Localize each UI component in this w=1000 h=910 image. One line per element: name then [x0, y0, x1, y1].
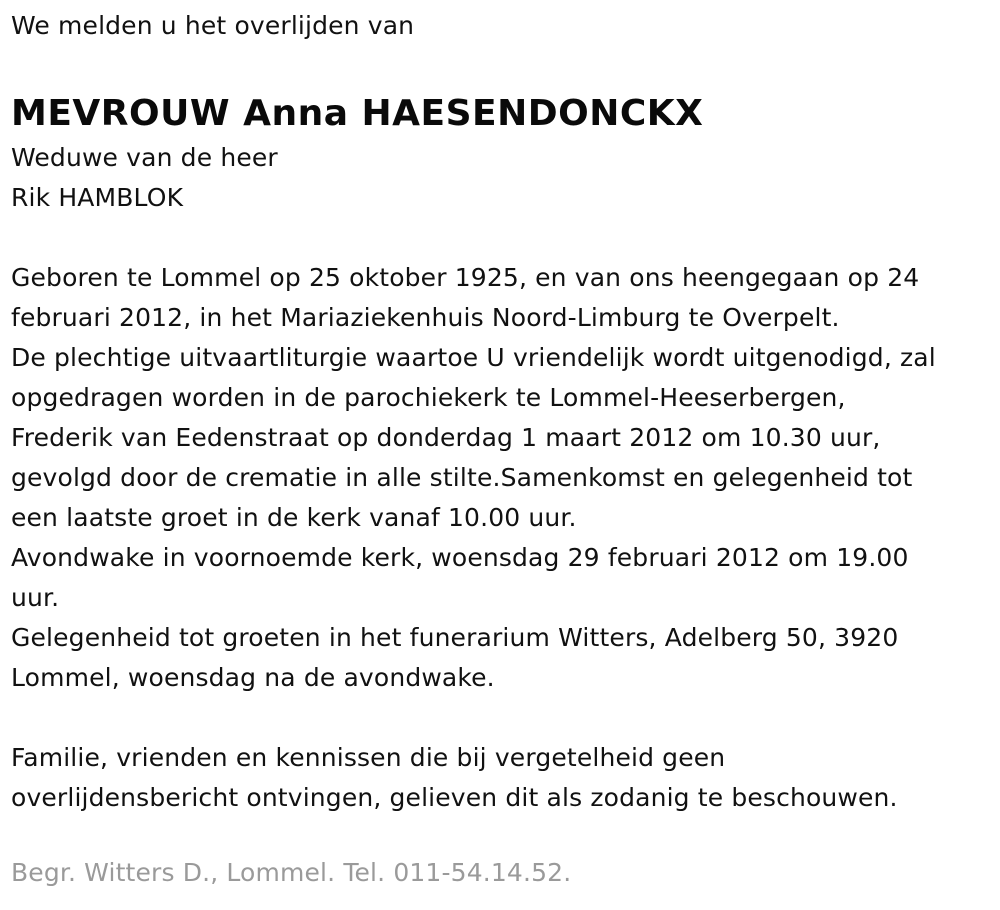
- funeral-director-footer: Begr. Witters D., Lommel. Tel. 011-54.14.52.: [11, 858, 572, 887]
- spacer: [11, 218, 996, 258]
- intro-text: We melden u het overlijden van: [11, 11, 415, 40]
- body-line: uur.: [11, 583, 60, 612]
- death-notice: [11, 6, 996, 818]
- closing-line: overlijdensbericht ontvingen, gelieven dit als zodanig te beschouwen.: [11, 783, 898, 812]
- body-line: Geboren te Lommel op 25 oktober 1925, en van ons heengegaan op 24: [11, 263, 920, 292]
- spouse-name: Rik HAMBLOK: [11, 183, 184, 212]
- deceased-name: MEVROUW Anna HAESENDONCKX: [11, 93, 704, 134]
- spacer: [11, 46, 996, 86]
- body-line: Avondwake in voornoemde kerk, woensdag 29 februari 2012 om 19.00: [11, 543, 909, 572]
- body-line: Frederik van Eedenstraat op donderdag 1 maart 2012 om 10.30 uur,: [11, 423, 881, 452]
- body-line: een laatste groet in de kerk vanaf 10.00 uur.: [11, 503, 577, 532]
- body-line: gevolgd door de crematie in alle stilte.Samenkomst en gelegenheid tot: [11, 463, 913, 492]
- closing-line: Familie, vrienden en kennissen die bij vergetelheid geen: [11, 743, 726, 772]
- body-line: februari 2012, in het Mariaziekenhuis Noord-Limburg te Overpelt.: [11, 303, 840, 332]
- body-line: opgedragen worden in de parochiekerk te Lommel-Heeserbergen,: [11, 383, 846, 412]
- spacer: [11, 698, 996, 738]
- body-line: De plechtige uitvaartliturgie waartoe U vriendelijk wordt uitgenodigd, zal: [11, 343, 936, 372]
- body-line: Gelegenheid tot groeten in het funerarium Witters, Adelberg 50, 3920: [11, 623, 899, 652]
- body-line: Lommel, woensdag na de avondwake.: [11, 663, 495, 692]
- widow-line: Weduwe van de heer: [11, 143, 278, 172]
